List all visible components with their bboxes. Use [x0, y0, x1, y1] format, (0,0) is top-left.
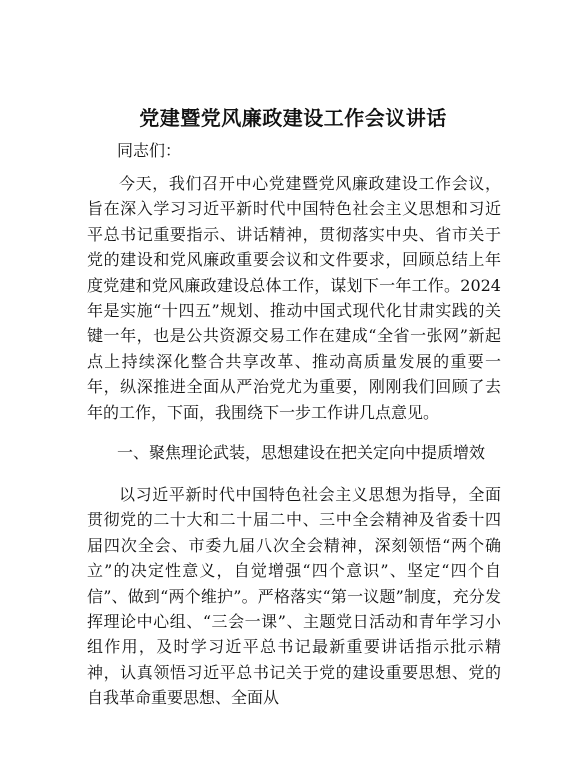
section-paragraph-1: 以习近平新时代中国特色社会主义思想为指导，全面贯彻党的二十大和二十届二中、三中全会精神及省委十四届四次全会、市委九届八次全会精神，深刻领悟“两个确立”的决定性意义，自觉增强“四个意识”、坚定“四个自信”、做到“两个维护”。严格落实“第一议题”制度，充分发挥理论中心组、“三会一课”、主题党日活动和青年学习小组作用，及时学习近平总书记最新重要讲话指示批示精神，认真领悟习近平总书记关于党的建设重要思想、党的自我革命重要思想、全面从 — [87, 485, 501, 708]
document-title: 党建暨党风廉政建设工作会议讲话 — [139, 106, 447, 130]
greeting-text: 同志们： — [117, 141, 182, 160]
section-heading-1: 一、聚焦理论武装，思想建设在把关定向中提质增效 — [117, 443, 486, 462]
intro-paragraph: 今天，我们召开中心党建暨党风廉政建设工作会议，旨在深入学习习近平新时代中国特色社会主义思想和习近平总书记重要指示、讲话精神，贯彻落实中央、省市关于党的建设和党风廉政重要会议和文件要求，回顾总结上年度党建和党风廉政建设总体工作，谋划下一年工作。2024年是实施“十四五”规划、推动中国式现代化甘肃实践的关键一年，也是公共资源交易工作在建成“全省一张网”新起点上持续深化整合共享改革、推动高质量发展的重要一年，纵深推进全面从严治党尤为重要，刚刚我们回顾了去年的工作，下面，我围绕下一步工作讲几点意见。 — [87, 174, 501, 422]
